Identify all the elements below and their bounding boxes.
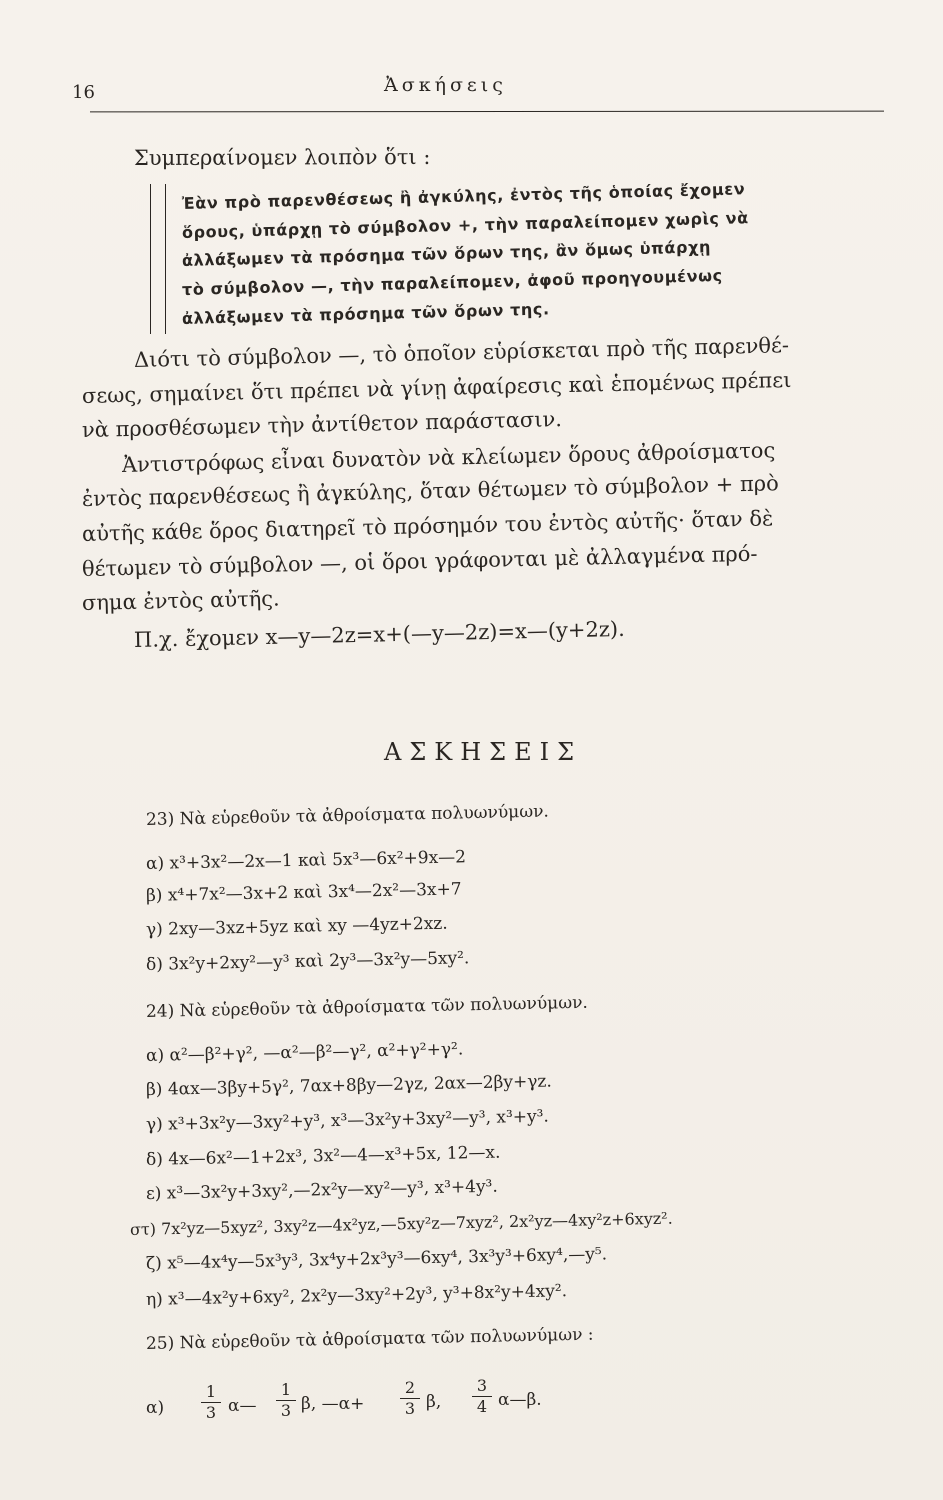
fraction-2-numerator: 1 bbox=[280, 1380, 292, 1399]
running-title: Ἀσκήσεις bbox=[384, 74, 507, 96]
exercise-24-item: η) x³—4x²y+6xy², 2x²y—3xy²+2y³, y³+8x²y+4xy². bbox=[145, 1281, 568, 1310]
fraction-1-denominator: 3 bbox=[205, 1403, 217, 1422]
fraction-3-term: β, bbox=[426, 1392, 442, 1412]
exercise-24-item: β) 4αx—3βy+5γ², 7αx+8βy—2γz, 2αx—2βy+γz. bbox=[145, 1071, 552, 1100]
page-number: 16 bbox=[72, 82, 95, 103]
rule-line-5: ἀλλάξωμεν τὰ πρόσημα τῶν ὅρων της. bbox=[181, 299, 550, 328]
exercise-23-item: β) x⁴+7x²—3x+2 καὶ 3x⁴—2x²—3x+7 bbox=[145, 879, 462, 906]
body-line-7: θέτωμεν τὸ σύμβολον —, οἱ ὅροι γράφονται μὲ ἀλλαγμένα πρό- bbox=[81, 541, 758, 581]
body-line-4: Ἀντιστρόφως εἶναι δυνατὸν νὰ κλείωμεν ὅρους ἀθροίσματος bbox=[121, 438, 776, 477]
rule-box-bars bbox=[150, 184, 166, 334]
exercise-25-item-label: α) bbox=[146, 1398, 165, 1418]
fraction-2-term: β, —α+ bbox=[301, 1394, 365, 1414]
rule-line-2: ὅρους, ὑπάρχῃ τὸ σύμβολον +, τὴν παραλείπομεν χωρὶς νὰ bbox=[181, 208, 749, 242]
body-line-8: σημα ἐντὸς αὐτῆς. bbox=[81, 586, 280, 615]
header-rule bbox=[90, 111, 884, 113]
exercise-24-prompt: 24) Νὰ εὑρεθοῦν τὰ ἀθροίσματα τῶν πολυωνύμων. bbox=[145, 992, 589, 1022]
exercise-24-item: ε) x³—3x²y+3xy²,—2x²y—xy²—y³, x³+4y³. bbox=[145, 1176, 499, 1204]
exercises-title: ΑΣΚΗΣΕΙΣ bbox=[384, 738, 583, 766]
fraction-3-numerator: 2 bbox=[404, 1378, 416, 1397]
fraction-3 bbox=[400, 1380, 420, 1417]
exercise-24-item: γ) x³+3x²y—3xy²+y³, x³—3x²y+3xy²—y³, x³+y³. bbox=[145, 1106, 550, 1135]
exercise-23-prompt: 23) Νὰ εὑρεθοῦν τὰ ἀθροίσματα πολυωνύμων. bbox=[145, 801, 550, 830]
exercise-24-item: α) α²—β²+γ², —α²—β²—γ², α²+γ²+γ². bbox=[145, 1039, 464, 1066]
exercise-24-item: δ) 4x—6x²—1+2x³, 3x²—4—x³+5x, 12—x. bbox=[145, 1142, 501, 1170]
rule-line-4: τὸ σύμβολον —, τὴν παραλείπομεν, ἀφοῦ προηγουμένως bbox=[181, 265, 723, 299]
rule-line-3: ἀλλάξωμεν τὰ πρόσημα τῶν ὅρων της, ἂν ὅμως ὑπάρχῃ bbox=[181, 237, 712, 270]
body-line-6: αὐτῆς κάθε ὅρος διατηρεῖ τὸ πρόσημόν του ἐντὸς αὐτῆς· ὅταν δὲ bbox=[81, 506, 774, 546]
fraction-1-term: α— bbox=[228, 1396, 257, 1416]
fraction-4 bbox=[472, 1378, 492, 1415]
body-line-1: Διότι τὸ σύμβολον —, τὸ ὁποῖον εὑρίσκεται πρὸ τῆς παρενθέ- bbox=[133, 333, 790, 372]
body-line-5: ἐντὸς παρενθέσεως ἢ ἀγκύλης, ὅταν θέτωμεν τὸ σύμβολον + πρὸ bbox=[81, 471, 780, 511]
fraction-1 bbox=[201, 1384, 221, 1421]
body-line-2: σεως, σημαίνει ὅτι πρέπει νὰ γίνῃ ἀφαίρεσις καὶ ἑπομένως πρέπει bbox=[81, 367, 792, 408]
body-line-3: νὰ προσθέσωμεν τὴν ἀντίθετον παράστασιν. bbox=[81, 407, 563, 442]
conclusion-line: Συμπεραίνομεν λοιπὸν ὅτι : bbox=[133, 144, 431, 170]
fraction-2 bbox=[276, 1382, 296, 1419]
example-line: Π.χ. ἔχομεν x—y—2z=x+(—y—2z)=x—(y+2z). bbox=[133, 616, 626, 652]
fraction-4-term: α—β. bbox=[498, 1390, 542, 1410]
fraction-4-denominator: 4 bbox=[476, 1397, 488, 1416]
fraction-3-denominator: 3 bbox=[404, 1399, 416, 1418]
fraction-2-denominator: 3 bbox=[280, 1401, 292, 1420]
fraction-4-numerator: 3 bbox=[476, 1376, 488, 1395]
exercise-23-item: δ) 3x²y+2xy²—y³ καὶ 2y³—3x²y—5xy². bbox=[145, 948, 470, 975]
exercise-24-item: στ) 7x²yz—5xyz², 3xy²z—4x²yz,—5xy²z—7xyz², 2x²yz—4xy²z+6xyz². bbox=[129, 1208, 673, 1239]
exercise-23-item: α) x³+3x²—2x—1 καὶ 5x³—6x²+9x—2 bbox=[145, 847, 467, 874]
rule-line-1: Ἐὰν πρὸ παρενθέσεως ἢ ἀγκύλης, ἐντὸς τῆς ὁποίας ἔχομεν bbox=[181, 179, 746, 213]
exercise-23-item: γ) 2xy—3xz+5yz καὶ xy —4yz+2xz. bbox=[145, 913, 448, 940]
exercise-25-prompt: 25) Νὰ εὑρεθοῦν τὰ ἀθροίσματα τῶν πολυωνύμων : bbox=[145, 1324, 594, 1354]
exercise-24-item: ζ) x⁵—4x⁴y—5x³y³, 3x⁴y+2x³y³—6xy⁴, 3x³y³+6xy⁴,—y⁵. bbox=[145, 1244, 608, 1274]
fraction-1-numerator: 1 bbox=[205, 1382, 217, 1401]
